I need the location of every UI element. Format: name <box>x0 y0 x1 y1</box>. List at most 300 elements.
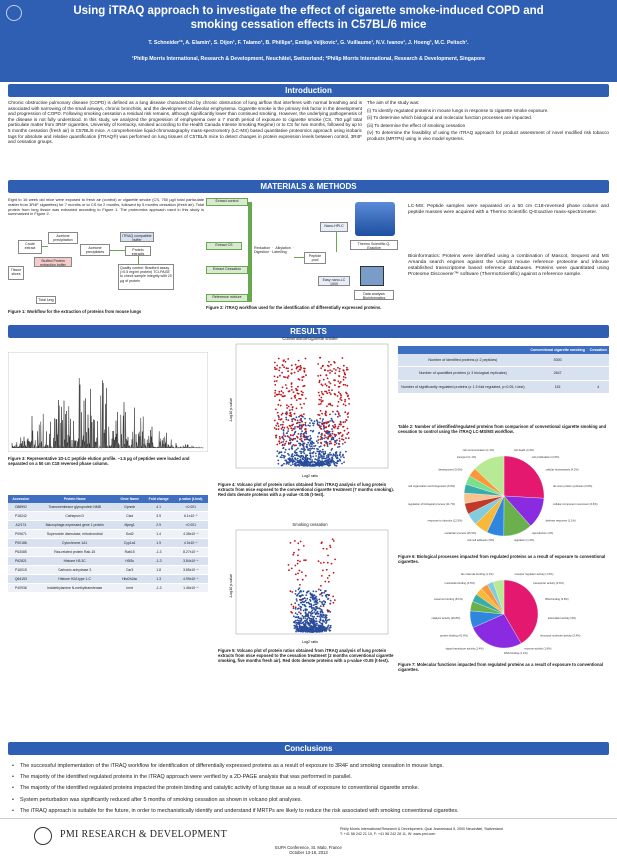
volcano-point <box>337 460 339 462</box>
volcano-point <box>310 613 312 615</box>
volcano-point-significant <box>281 372 283 374</box>
volcano-point <box>295 620 297 622</box>
volcano-point-significant <box>282 365 284 367</box>
volcano-point-significant <box>305 358 307 360</box>
pie-label: metabolic process (25.9%) <box>444 532 477 536</box>
volcano-point <box>311 611 313 613</box>
volcano-point-significant <box>291 369 293 371</box>
volcano-point <box>313 590 315 592</box>
volcano-point <box>304 460 306 462</box>
t1-row <box>8 575 208 584</box>
volcano-point <box>282 436 284 438</box>
volcano-point-significant <box>304 428 306 430</box>
volcano-point-significant <box>297 542 299 544</box>
volcano-point <box>309 438 311 440</box>
volcano-point-significant <box>303 444 305 446</box>
t1-cell: O88992 <box>8 503 34 512</box>
volcano-point <box>320 623 322 625</box>
volcano-point-significant <box>318 403 320 405</box>
t1-cell: 2.9 <box>144 521 174 530</box>
volcano-point <box>305 608 307 610</box>
volcano-point-significant <box>339 438 341 440</box>
volcano-point <box>311 459 313 461</box>
volcano-point-significant <box>282 424 284 426</box>
volcano-point-significant <box>294 397 296 399</box>
volcano-point <box>295 608 297 610</box>
volcano-point <box>297 458 299 460</box>
t1-row <box>8 566 208 575</box>
volcano-point <box>331 428 333 430</box>
volcano-point-significant <box>338 375 340 377</box>
volcano-point <box>295 465 297 467</box>
volcano-point-significant <box>278 391 280 393</box>
volcano-point-significant <box>320 562 322 564</box>
volcano-point <box>320 456 322 458</box>
volcano-point <box>296 600 298 602</box>
volcano-point <box>320 630 322 632</box>
volcano-point-significant <box>327 370 329 372</box>
volcano-point-significant <box>347 412 349 414</box>
section-conclusions: Conclusions <box>8 742 609 755</box>
volcano-point-significant <box>324 444 326 446</box>
volcano-point <box>281 457 283 459</box>
volcano-point <box>293 418 295 420</box>
volcano-point <box>330 454 332 456</box>
pie-label: DNA binding (1.1%) <box>504 652 528 655</box>
volcano-point-significant <box>340 422 342 424</box>
volcano-point <box>288 448 290 450</box>
volcano-point <box>336 451 338 453</box>
fig2-steps: Reduction · Alkylation · Digestion · Labelling <box>254 246 294 255</box>
volcano-point <box>321 595 323 597</box>
t1-cell: 4.0x10⁻⁴ <box>174 539 208 548</box>
volcano-point-significant <box>283 376 285 378</box>
volcano-point-significant <box>344 373 346 375</box>
volcano-point-significant <box>277 404 279 406</box>
volcano-point-significant <box>280 394 282 396</box>
volcano-point-significant <box>346 393 348 395</box>
volcano-point <box>317 611 319 613</box>
volcano-point-significant <box>300 612 302 614</box>
volcano-point <box>339 460 341 462</box>
volcano-point-significant <box>295 606 297 608</box>
volcano-point-significant <box>294 445 296 447</box>
fig2-data-analysis: Data analysis Bioinformatics <box>354 290 394 300</box>
volcano-point <box>311 619 313 621</box>
t2-cell: Number of significantly regulated proteins (≥ 1.3 fold regulated, p<0.05, t-test) <box>398 380 528 393</box>
volcano-point <box>325 595 327 597</box>
fig2-reference-mixture: Reference mixture <box>206 294 248 302</box>
aim-item: (ii) To determine which biological and molecular function processes are impacted. <box>367 115 533 121</box>
volcano-point <box>331 459 333 461</box>
volcano-point-significant <box>331 370 333 372</box>
t1-cell: Superoxide dismutase, mitochondrial <box>34 530 116 539</box>
volcano-point-significant <box>305 430 307 432</box>
volcano-point <box>325 622 327 624</box>
volcano-point-significant <box>293 607 295 609</box>
footer-address: Philip Morris International Research & Development, Quai Jeanrenaud 5, 2000 Neuchâtel, Switzerland <box>340 827 503 831</box>
volcano-point <box>298 630 300 632</box>
volcano-point-significant <box>299 422 301 424</box>
volcano-point-significant <box>288 406 290 408</box>
volcano-point-significant <box>276 380 278 382</box>
volcano-point <box>316 631 318 633</box>
figure-7-caption: Figure 7: Molecular functions impacted from regulated proteins as a result of exposure to conventional cigarettes. <box>398 662 603 672</box>
volcano-point-significant <box>338 401 340 403</box>
affiliations: ¹Philip Morris International, Research & Development, Neuchâtel, Switzerland; ²Philip Morris International, Research & Development, Singapore <box>131 56 486 62</box>
volcano-point-significant <box>326 569 328 571</box>
volcano-point <box>307 459 309 461</box>
volcano-point <box>300 464 302 466</box>
volcano-point-significant <box>292 424 294 426</box>
volcano-point-significant <box>280 419 282 421</box>
volcano-point <box>305 594 307 596</box>
fig1-quality-control: Quality control: Bradford assay (>0.5 mg/ml protein) TCI-PAGE to check sample integrity with 20 µg of protein <box>118 264 174 290</box>
volcano-point-significant <box>277 415 279 417</box>
volcano-point-significant <box>344 399 346 401</box>
volcano-point-significant <box>329 435 331 437</box>
volcano-point-significant <box>297 563 299 565</box>
aims-block <box>367 100 609 144</box>
volcano-point-significant <box>284 443 286 445</box>
volcano-point-significant <box>301 379 303 381</box>
volcano-point-significant <box>344 411 346 413</box>
fig1-arrow <box>110 250 125 251</box>
volcano-point-significant <box>325 412 327 414</box>
volcano-point <box>324 453 326 455</box>
volcano-point <box>297 594 299 596</box>
volcano-point <box>329 420 331 422</box>
volcano-point-significant <box>278 428 280 430</box>
volcano-point <box>314 611 316 613</box>
t1-cell: 1.3 <box>144 575 174 584</box>
volcano-point <box>322 620 324 622</box>
volcano-point-significant <box>274 384 276 386</box>
volcano-point-significant <box>332 433 334 435</box>
volcano-point <box>304 465 306 467</box>
volcano-point <box>312 616 314 618</box>
fig2-easy-nano-lc: Easy nano-LC 1000 <box>318 276 350 286</box>
volcano-point-significant <box>279 375 281 377</box>
volcano-point-significant <box>345 377 347 379</box>
volcano-point-significant <box>342 357 344 359</box>
volcano-2-title: Smoking cessation <box>292 522 328 527</box>
volcano-point <box>302 458 304 460</box>
volcano-point <box>337 446 339 448</box>
volcano-point <box>296 452 298 454</box>
volcano-point <box>326 627 328 629</box>
volcano-point-significant <box>347 396 349 398</box>
volcano-point <box>296 626 298 628</box>
volcano-point <box>283 432 285 434</box>
pie-label: cell organization and biogenesis (6.9%) <box>408 485 455 488</box>
volcano-point-significant <box>325 432 327 434</box>
volcano-point-significant <box>300 404 302 406</box>
volcano-point-significant <box>330 404 332 406</box>
volcano-point-significant <box>291 386 293 388</box>
volcano-point-significant <box>278 358 280 360</box>
section-methods: MATERIALS & METHODS <box>8 180 609 193</box>
volcano-point-significant <box>340 396 342 398</box>
volcano-point <box>316 459 318 461</box>
volcano-point-significant <box>339 382 341 384</box>
volcano-point-significant <box>282 392 284 394</box>
volcano-point <box>319 619 321 621</box>
volcano-point <box>316 451 318 453</box>
volcano-point-significant <box>341 399 343 401</box>
volcano-point <box>303 447 305 449</box>
volcano-point-significant <box>303 559 305 561</box>
volcano-point <box>298 604 300 606</box>
figure-3-chromatogram <box>8 352 208 452</box>
volcano-point <box>330 462 332 464</box>
volcano-point-significant <box>338 433 340 435</box>
volcano-point-significant <box>295 364 297 366</box>
volcano-point-significant <box>303 545 305 547</box>
figure-2-caption: Figure 2: iTRAQ workflow used for the identification of differentially expressed proteins. <box>206 305 382 310</box>
volcano-point-significant <box>301 414 303 416</box>
volcano-point-significant <box>274 390 276 392</box>
volcano-point <box>320 461 322 463</box>
volcano-point <box>317 423 319 425</box>
volcano-point <box>291 445 293 447</box>
volcano-point-significant <box>286 404 288 406</box>
volcano-point-significant <box>285 384 287 386</box>
volcano-point-significant <box>279 399 281 401</box>
volcano-point-significant <box>285 361 287 363</box>
volcano-point <box>310 592 312 594</box>
volcano-point <box>296 416 298 418</box>
fig1-extraction-buffer: Stuffed Protein extraction buffer <box>34 257 72 267</box>
volcano-point-significant <box>322 400 324 402</box>
volcano-point-significant <box>332 431 334 433</box>
volcano-point-significant <box>320 436 322 438</box>
volcano-point-significant <box>327 562 329 564</box>
volcano-plot-cessation <box>228 528 392 644</box>
volcano-point-significant <box>288 443 290 445</box>
volcano-point <box>299 591 301 593</box>
volcano-point-significant <box>302 385 304 387</box>
volcano-point <box>329 459 331 461</box>
volcano-point-significant <box>321 397 323 399</box>
volcano-point-significant <box>332 411 334 413</box>
volcano-point <box>310 455 312 457</box>
volcano-point-significant <box>282 421 284 423</box>
pie-label: reproduction (1%) <box>531 532 554 536</box>
volcano-point-significant <box>297 573 299 575</box>
volcano-point-significant <box>300 365 302 367</box>
volcano-point <box>313 599 315 601</box>
volcano-point <box>321 438 323 440</box>
volcano-point-significant <box>347 416 349 418</box>
volcano-point-significant <box>297 437 299 439</box>
volcano-point <box>283 430 285 432</box>
volcano-point-significant <box>327 436 329 438</box>
pie-label: cellular component movement (3.6%) <box>553 503 598 506</box>
t1-cell: P18242 <box>8 512 34 521</box>
volcano-point <box>296 622 298 624</box>
volcano-point-significant <box>321 423 323 425</box>
volcano-point-significant <box>318 381 320 383</box>
conclusion-item: • The iTRAQ approach is suitable for the future, in order to mechanistically identify and understand if MRTPs are likely to reduce the risk associated with smoking conventional cigarettes. <box>12 808 602 815</box>
volcano-point <box>309 627 311 629</box>
volcano-point-significant <box>346 433 348 435</box>
volcano-point <box>306 618 308 620</box>
volcano-point <box>330 625 332 627</box>
volcano-point-significant <box>320 367 322 369</box>
t1-cell: A2/174 <box>8 521 34 530</box>
volcano-point-significant <box>296 399 298 401</box>
volcano-point <box>317 421 319 423</box>
volcano-point-significant <box>274 395 276 397</box>
volcano-point-significant <box>330 383 332 385</box>
volcano-point-significant <box>328 389 330 391</box>
volcano-point <box>302 604 304 606</box>
volcano-point-significant <box>346 367 348 369</box>
volcano-point-significant <box>292 435 294 437</box>
volcano-point-significant <box>290 590 292 592</box>
volcano-point-significant <box>286 376 288 378</box>
volcano-point <box>310 465 312 467</box>
fig1-acetone-precipitates: Acetone precipitates <box>80 244 110 256</box>
volcano-point <box>279 452 281 454</box>
volcano-point <box>320 589 322 591</box>
pie-label: transport (1.1%) <box>456 455 477 459</box>
volcano-point-significant <box>283 439 285 441</box>
volcano-point-significant <box>287 368 289 370</box>
volcano-point-significant <box>331 389 333 391</box>
figure-4-caption: Figure 4: Volcano plot of protein ratios obtained from iTRAQ analysis of lung protein extracts from mice exposed to the conventional cigarette treatment (7 months smoking). Red dots denote proteins with a p-value <0.05 (t-test). <box>218 482 394 497</box>
volcano-point-significant <box>344 442 346 444</box>
volcano-point <box>321 465 323 467</box>
pie-label: metal ion binding (8.1%) <box>433 597 463 601</box>
volcano-point-significant <box>340 394 342 396</box>
volcano-point-significant <box>294 540 296 542</box>
volcano-point-significant <box>291 409 293 411</box>
t1-cell: 1.46x10⁻⁴ <box>174 584 208 593</box>
volcano-point-significant <box>285 441 287 443</box>
volcano-point-significant <box>277 376 279 378</box>
volcano-point <box>300 444 302 446</box>
volcano-plot-cigarette <box>228 342 392 478</box>
conclusion-item: • The successful implementation of the iTRAQ workflow for identification of differentially expressed proteins as a result of exposure to 3R4F and smoking cessation in mouse lungs. <box>12 763 602 770</box>
volcano-point <box>329 630 331 632</box>
volcano-point <box>303 590 305 592</box>
volcano-point <box>313 448 315 450</box>
volcano-point-significant <box>289 439 291 441</box>
t1-cell: Car3 <box>116 566 144 575</box>
pie-label: cellular homeostasis (4.2%) <box>545 468 579 472</box>
volcano-point-significant <box>337 411 339 413</box>
t1-cell: Q64153 <box>8 575 34 584</box>
volcano-point-significant <box>343 421 345 423</box>
volcano-point <box>291 455 293 457</box>
volcano-point <box>317 436 319 438</box>
volcano-point-significant <box>275 425 277 427</box>
volcano-point <box>294 458 296 460</box>
volcano-point-significant <box>328 421 330 423</box>
volcano-point-significant <box>340 432 342 434</box>
t2-header <box>398 346 528 354</box>
t1-cell: Hist2h2ac <box>116 575 144 584</box>
volcano-point-significant <box>305 398 307 400</box>
volcano-point-significant <box>335 369 337 371</box>
volcano-point <box>321 615 323 617</box>
volcano-point-significant <box>287 358 289 360</box>
volcano-point-significant <box>291 389 293 391</box>
volcano-point <box>315 609 317 611</box>
volcano-point-significant <box>282 413 284 415</box>
volcano-point <box>328 619 330 621</box>
volcano-point-significant <box>344 430 346 432</box>
volcano-point <box>339 415 341 417</box>
volcano-point <box>306 602 308 604</box>
volcano-point-significant <box>278 440 280 442</box>
poster-footer <box>0 818 617 858</box>
volcano-point <box>301 626 303 628</box>
volcano-point-significant <box>324 434 326 436</box>
volcano-point-significant <box>286 407 288 409</box>
t2-cell <box>587 367 609 380</box>
volcano-point-significant <box>283 366 285 368</box>
volcano-point <box>277 460 279 462</box>
volcano-point-significant <box>289 425 291 427</box>
volcano-point <box>314 601 316 603</box>
volcano-point-significant <box>334 384 336 386</box>
volcano-point <box>312 422 314 424</box>
volcano-point <box>321 602 323 604</box>
volcano-point-significant <box>345 405 347 407</box>
volcano-point <box>320 454 322 456</box>
volcano-point-significant <box>338 443 340 445</box>
volcano-point-significant <box>290 542 292 544</box>
volcano-point-significant <box>328 610 330 612</box>
poster-header <box>0 0 617 82</box>
volcano-point <box>310 615 312 617</box>
volcano-point <box>306 621 308 623</box>
volcano-point-significant <box>322 385 324 387</box>
volcano-point <box>323 617 325 619</box>
t2-row <box>398 367 609 380</box>
volcano-point-significant <box>294 413 296 415</box>
volcano-point-significant <box>282 444 284 446</box>
volcano-point-significant <box>293 606 295 608</box>
t1-cell: P40936 <box>8 584 34 593</box>
volcano-point <box>286 432 288 434</box>
t1-cell: Rab15 <box>116 548 144 557</box>
volcano-point-significant <box>297 560 299 562</box>
conclusion-item: • The majority of the identified regulated proteins impacted the protein binding and catalytic activity of lung tissue as a result of exposure to conventional cigarette smoke. <box>12 785 602 792</box>
volcano-point-significant <box>318 560 320 562</box>
aim-item: (iii) To determine the effect of smoking cessation <box>367 122 466 128</box>
volcano-point-significant <box>301 376 303 378</box>
volcano-point <box>320 605 322 607</box>
volcano-point-significant <box>319 357 321 359</box>
volcano-point-significant <box>324 369 326 371</box>
volcano-point <box>317 442 319 444</box>
aims-title: The aim of the study was: <box>367 100 420 105</box>
volcano-point-significant <box>347 428 349 430</box>
volcano-point <box>322 451 324 453</box>
volcano-point-significant <box>321 433 323 435</box>
volcano-point-significant <box>276 365 278 367</box>
volcano-point-significant <box>287 419 289 421</box>
pie-label: cell death (4.4%) <box>513 448 534 452</box>
poster-title: Using iTRAQ approach to investigate the effect of cigarette smoke-induced COPD and smoking cessation effects in C57BL/6 mice <box>73 5 544 31</box>
volcano-point-significant <box>330 443 332 445</box>
t1-header: Gene Name <box>116 495 144 503</box>
fig1-arrow <box>42 246 48 247</box>
